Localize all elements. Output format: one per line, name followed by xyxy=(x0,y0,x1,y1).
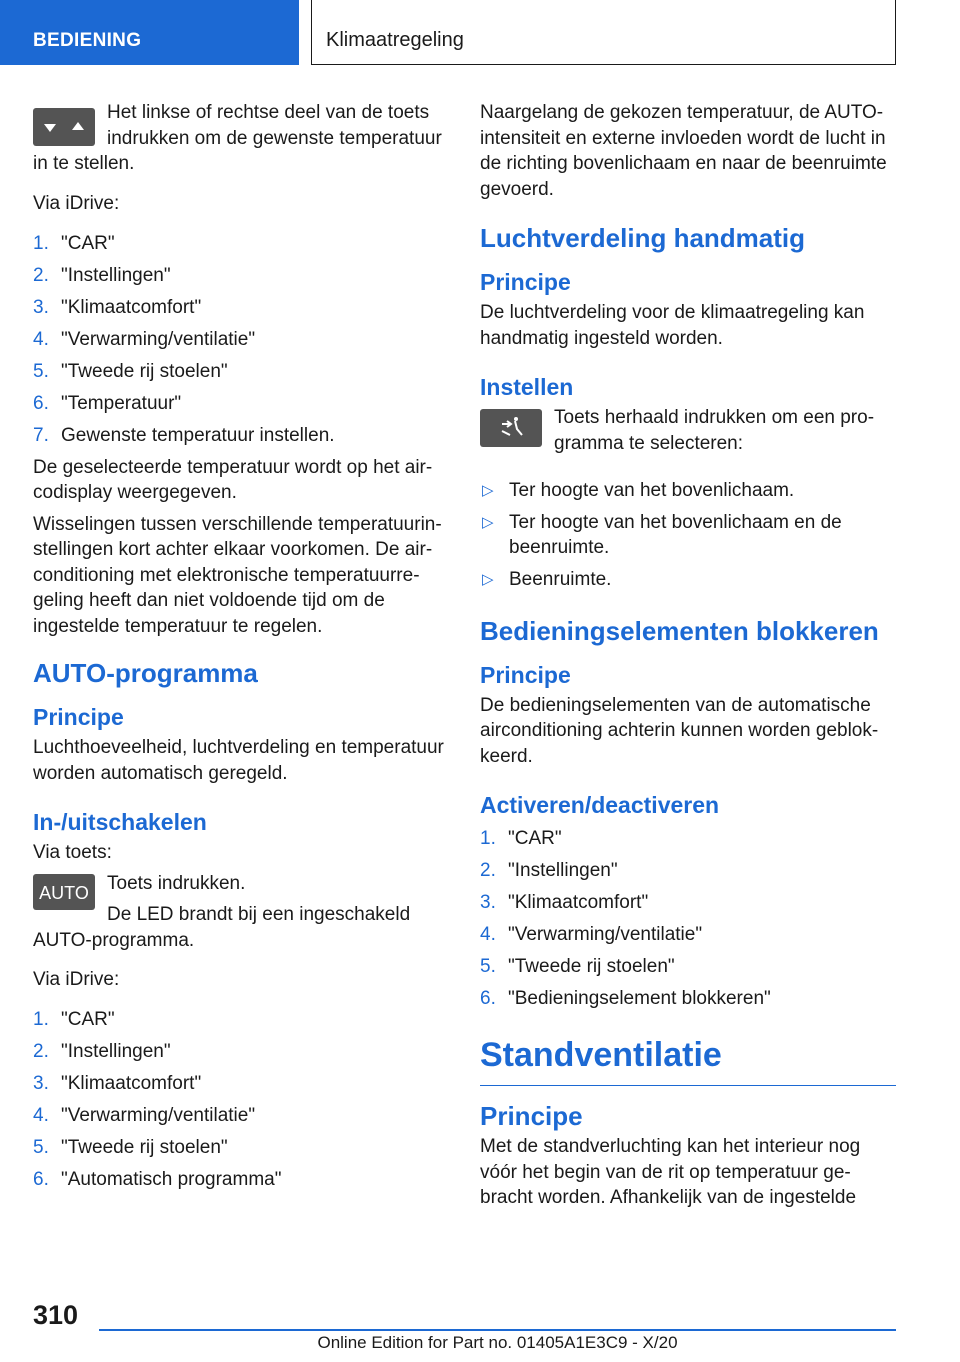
heading-standventilatie: Standventilatie xyxy=(480,1035,896,1086)
list-item: 1. "CAR" xyxy=(33,232,115,254)
heading-instellen: Instellen xyxy=(480,374,574,400)
heading-auto-programma: AUTO-programma xyxy=(33,658,258,688)
list-item: 6. "Temperatuur" xyxy=(33,392,182,414)
heading-principe: Principe xyxy=(480,269,571,295)
list-item: 2. "Instellingen" xyxy=(480,859,618,881)
temperature-rocker-key-icon xyxy=(33,108,95,146)
list-item: 6. "Bedieningselement blokkeren" xyxy=(480,987,771,1009)
list-item: 3. "Klimaatcomfort" xyxy=(33,296,202,318)
intro-text: Naargelang de gekozen temperatuur, de AUTO-intensiteit en externe invloeden wordt de lucht in de richting bovenlichaam en naar de beenruimte gevoerd. xyxy=(480,102,887,200)
list-item: 3. "Klimaatcomfort" xyxy=(480,891,649,913)
list-item: 2. "Instellingen" xyxy=(33,264,171,286)
instellen-text: Toets herhaald indrukken om een programma te selecteren: xyxy=(554,407,875,454)
air-distribution-key-block xyxy=(480,405,896,461)
aircodisplay-text: De geselecteerde temperatuur wordt op het aircodisplay weergegeven. xyxy=(33,456,433,503)
idrive-steps-blokkeren xyxy=(480,826,896,1012)
list-item: 4. "Verwarming/ventilatie" xyxy=(33,1105,256,1126)
list-item: 2. "Instellingen" xyxy=(33,1041,171,1062)
via-toets-label: Via toets: xyxy=(33,842,112,863)
list-item: 6. "Automatisch programma" xyxy=(33,1169,282,1190)
via-idrive-label: Via iDrive: xyxy=(33,192,120,214)
header-section-label: BEDIENING xyxy=(33,30,142,51)
list-item: 5. "Tweede rij stoelen" xyxy=(33,360,228,382)
heading-principe: Principe xyxy=(480,661,571,688)
list-item: 5. "Tweede rij stoelen" xyxy=(480,955,675,977)
list-item: 1. "CAR" xyxy=(33,1009,115,1030)
auto-key-icon xyxy=(33,874,95,910)
right-column xyxy=(480,100,896,1211)
idrive-steps-auto xyxy=(33,1007,451,1193)
air-distribution-options xyxy=(480,478,896,593)
heading-bedieningselementen-blokkeren: Bedieningselementen blokkeren xyxy=(480,615,879,646)
header-chapter-tab xyxy=(311,0,896,65)
list-item: 1. "CAR" xyxy=(480,827,562,849)
svg-text:AUTO: AUTO xyxy=(39,882,89,903)
footer-divider xyxy=(99,1329,896,1331)
list-item: 3. "Klimaatcomfort" xyxy=(33,1073,202,1094)
page-number: 310 xyxy=(33,1300,79,1330)
temperature-change-note: Wisselingen tussen verschillende temperatuurinstellingen kort achter elkaar voorkomen. De airconditioning met elektronische temperatuurregeling heeft dan niet voldoende tijd om de ingestelde temperatuur te regelen. xyxy=(33,513,442,637)
heading-in-uitschakelen: In-/uitschakelen xyxy=(33,809,207,835)
list-item: 4. "Verwarming/ventilatie" xyxy=(480,923,703,945)
standventilatie-text: Met de standverluchting kan het interieur nog vóór het begin van de rit op temperatuur gebracht worden. Afhankelijk van de ingestelde xyxy=(480,1136,861,1208)
heading-luchtverdeling-handmatig: Luchtverdeling handmatig xyxy=(480,223,806,253)
list-item: ▷ Beenruimte. xyxy=(482,569,612,590)
led-text: De LED brandt bij een ingeschakeld AUTO-programma. xyxy=(33,904,411,951)
heading-activeren-deactiveren: Activeren/deactiveren xyxy=(480,792,720,818)
air-distribution-key-icon xyxy=(480,409,542,447)
heading-principe: Principe xyxy=(33,704,124,730)
list-item: 7. Gewenste temperatuur instellen. xyxy=(33,424,335,446)
auto-principe-text: Luchthoeveelheid, luchtverdeling en temperatuur worden automatisch geregeld. xyxy=(33,737,444,784)
list-item: 4. "Verwarming/ventilatie" xyxy=(33,328,256,350)
via-idrive-label-2: Via iDrive: xyxy=(33,969,120,990)
header-chapter-label: Klimaatregeling xyxy=(326,29,464,51)
idrive-steps-temperature xyxy=(33,231,451,449)
auto-key-block xyxy=(33,868,451,954)
temperature-key-block xyxy=(33,100,451,177)
list-item: 5. "Tweede rij stoelen" xyxy=(33,1137,228,1158)
list-item: ▷ Ter hoogte van het bovenlichaam en de beenruimte. xyxy=(482,511,842,558)
blokkeren-text: De bedieningselementen van de automatische airconditioning achterin kunnen worden geblokkeerd. xyxy=(480,694,879,767)
list-item: ▷ Ter hoogte van het bovenlichaam. xyxy=(482,479,795,501)
luchtverdeling-text: De luchtverdeling voor de klimaatregeling kan handmatig ingesteld worden. xyxy=(480,302,865,349)
heading-principe: Principe xyxy=(480,1101,583,1131)
temperature-key-text: Het linkse of rechtse deel van de toets indrukken om de gewenste temperatuur in te stellen. xyxy=(33,102,442,174)
footer-edition: Online Edition for Part no. 01405A1E3C9 - X/20 xyxy=(317,1333,678,1352)
header-section-tab xyxy=(0,0,299,65)
left-column xyxy=(33,100,451,1199)
toets-indrukken-text: Toets indrukken. xyxy=(107,872,246,894)
